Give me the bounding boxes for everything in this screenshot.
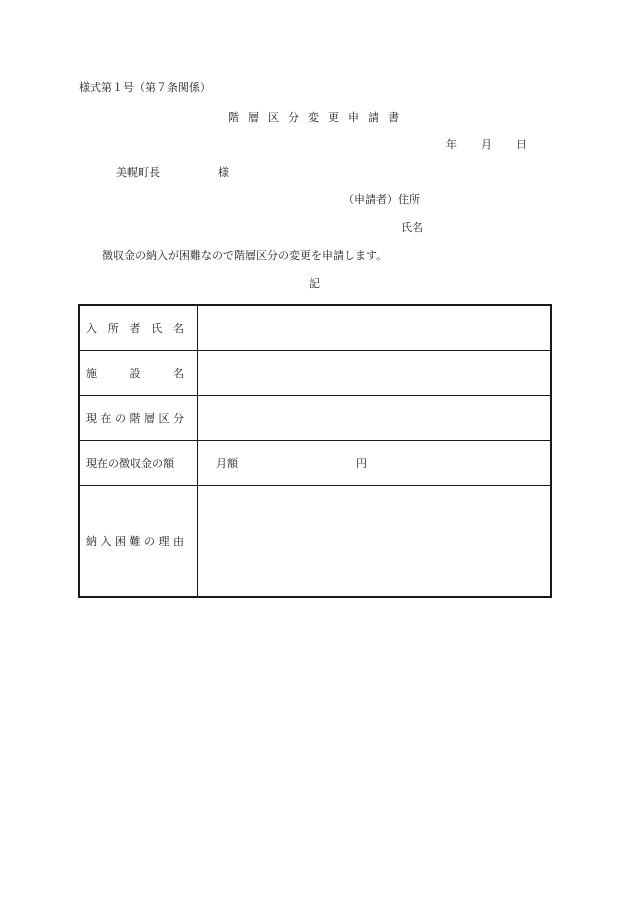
addressee-honorific: 様 [218,166,229,179]
title-char: 更 [328,111,348,124]
current-fee-field[interactable] [198,441,552,486]
title-char: 書 [388,111,408,124]
application-table [78,304,552,598]
form-number: 様式第１号（第７条関係） [79,81,211,94]
title-char: 分 [288,111,308,124]
request-statement: 徴収金の納入が困難なので階層区分の変更を申請します。 [102,249,388,262]
reason-field[interactable] [198,486,552,598]
date-line [446,138,527,152]
date-month: 月 [481,138,492,151]
title-char: 階 [228,111,248,124]
monthly-label: 月額 [216,457,238,470]
table-row [79,441,551,486]
title-char: 区 [268,111,288,124]
resident-name-label: 入 所 者 氏 名 [79,305,198,351]
title-char: 申 [348,111,368,124]
table-row [79,305,551,351]
resident-name-field[interactable] [198,305,552,351]
document-title [228,111,408,125]
table-row [79,396,551,441]
title-char: 変 [308,111,328,124]
ki-heading: 記 [309,277,320,290]
applicant-name-label: 氏名 [401,221,423,234]
title-char: 請 [368,111,388,124]
table-row [79,351,551,396]
table-row [79,486,551,598]
addressee-name: 美幌町長 [116,166,160,179]
yen-unit: 円 [356,457,367,470]
reason-label: 納 入 困 難 の 理 由 [79,486,198,598]
applicant-address-label: （申請者）住所 [343,193,420,206]
facility-name-label: 施 設 名 [79,351,198,396]
current-fee-label: 現在の徴収金の額 [79,441,198,486]
addressee [116,166,229,180]
current-class-field[interactable] [198,396,552,441]
date-day: 日 [516,138,527,151]
date-year: 年 [446,138,457,151]
current-class-label: 現 在 の 階 層 区 分 [79,396,198,441]
title-char: 層 [248,111,268,124]
facility-name-field[interactable] [198,351,552,396]
